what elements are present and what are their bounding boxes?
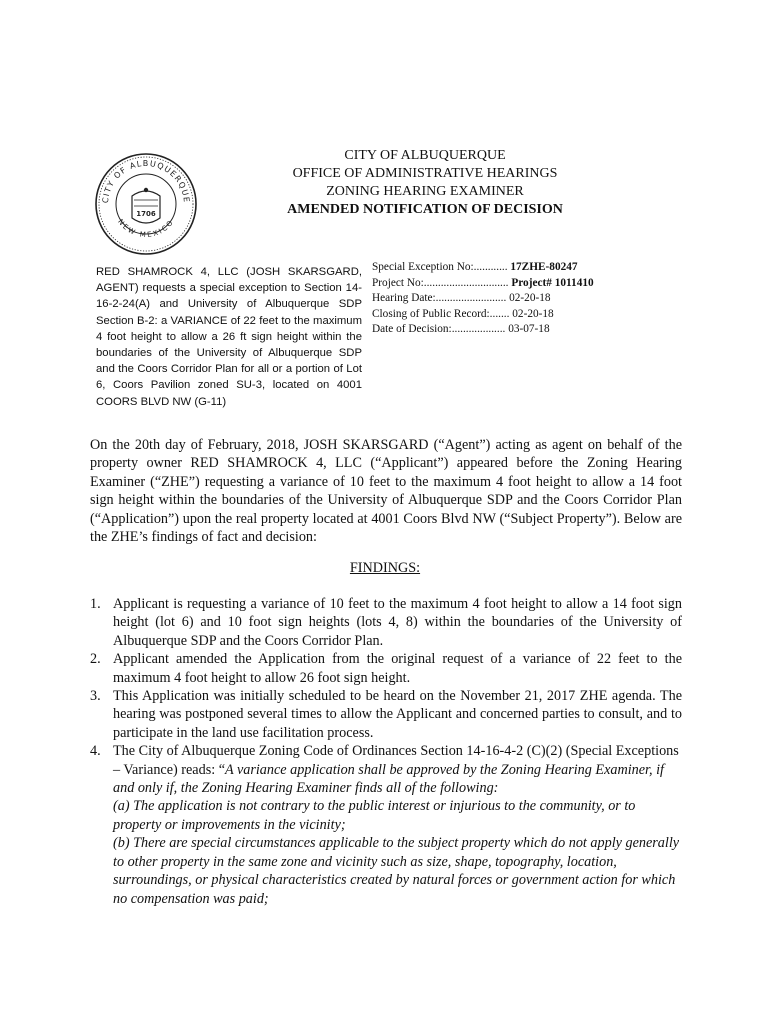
applicant-request-block: RED SHAMROCK 4, LLC (JOSH SKARSGARD, AGENT) requests a special exception to Section 14-16-2-24(A) and University of Albuquerque SDP Section B-2: a VARIANCE of 22 feet to the maximum 4 foot height to allow a 26 ft sign height within the boundaries of the University of Albuquerque SDP and the Coors Corridor Plan for all or a portion of Lot 6, Coors Pavilion zoned SU-3, located on 4001 COORS BLVD NW (G-11) (96, 266, 362, 408)
document-header (250, 147, 600, 219)
seal-top-text: CITY OF ALBUQUERQUE (100, 158, 192, 204)
case-facts (372, 260, 642, 338)
document-title: AMENDED NOTIFICATION OF DECISION (287, 202, 563, 217)
fact-closing-record: Closing of Public Record:....... 02-20-18 (372, 307, 554, 320)
finding4-quote: A variance application shall be approved by the Zoning Hearing Examiner, if and only if, the Zoning Hearing Examiner finds all of the following: (113, 761, 664, 797)
finding-item: 2. Applicant amended the Application from the original request of a variance of 22 feet to the maximum 4 foot height to allow 26 foot sign height. (90, 651, 682, 686)
finding4-lead: The City of Albuquerque Zoning Code of Ordinances Section 14-16-4-2 (C)(2) (Special Exceptions – Variance) reads: “ (113, 743, 679, 778)
intro-paragraph: On the 20th day of February, 2018, JOSH SKARSGARD (“Agent”) acting as agent on behalf of the property owner RED SHAMROCK 4, LLC (“Applicant”) appeared before the Zoning Hearing Examiner (“ZHE”) requesting a variance of 10 feet to the maximum 4 foot height to allow a 14 foot sign height within the boundaries of the University of Albuquerque SDP and the Coors Corridor Plan (“Application”) upon the real property located at 4001 Coors Blvd NW (“Subject Property”). Below are the ZHE’s findings of fact and decision: (90, 437, 682, 546)
city-seal-icon (94, 152, 198, 256)
finding-item: 4. The City of Albuquerque Zoning Code of Ordinances Section 14-16-4-2 (C)(2) (Special Exceptions – Variance) reads: “A variance application shall be approved by the Zoning Hearing Examiner, if and only if, the Zoning Hearing Examiner finds all of the following: (a) The application is not contrary to the public interest or injurious to the community, or to property or improvements in the vicinity; (b) There are special circumstances applicable to the subject property which do not apply generally to other property in the same zone and vicinity such as size, shape, topography, location, surroundings, or physical characteristics created by natural forces or government action for which no compensation was paid; (90, 742, 682, 908)
fact-decision-date: Date of Decision:................... 03-07-18 (372, 323, 550, 336)
finding4-sub-a: (a) The application is not contrary to the public interest or injurious to the community, or to property or improvements in the vicinity; (113, 798, 636, 833)
svg-text:NEW MEXICO (116, 218, 176, 239)
seal-year: 1706 (136, 210, 156, 218)
finding-item: 1. Applicant is requesting a variance of 10 feet to the maximum 4 foot height to allow a 14 foot sign height (lot 6) and 10 foot sign heights (lots 4, 8) within the boundaries of the University of Albuquerque SDP and the Coors Corridor Plan. (90, 596, 682, 649)
finding-item: 3. This Application was initially scheduled to be heard on the November 21, 2017 ZHE agenda. The hearing was postponed several times to allow the Applicant and concerned parties to consult, and to participate in the land use facilitation process. (90, 688, 682, 741)
findings-list (90, 595, 682, 908)
header-city: CITY OF ALBUQUERQUE (344, 148, 506, 163)
header-examiner: ZONING HEARING EXAMINER (326, 184, 524, 199)
fact-project-no: Project No:.............................. Project# 1011410 (372, 276, 594, 289)
header-office: OFFICE OF ADMINISTRATIVE HEARINGS (292, 166, 558, 181)
finding4-sub-b: (b) There are special circumstances applicable to the subject property which do not apply generally to other property in the same zone and vicinity such as size, shape, topography, location, surroundings, or physical characteristics created by natural forces or government action for which no compensation was paid; (113, 835, 680, 907)
fact-special-exception: Special Exception No:............ 17ZHE-80247 (372, 261, 578, 273)
seal-bottom-text: NEW MEXICO (116, 217, 176, 240)
fact-hearing-date: Hearing Date:......................... 02-20-18 (372, 292, 551, 305)
findings-heading: FINDINGS: (349, 560, 421, 576)
